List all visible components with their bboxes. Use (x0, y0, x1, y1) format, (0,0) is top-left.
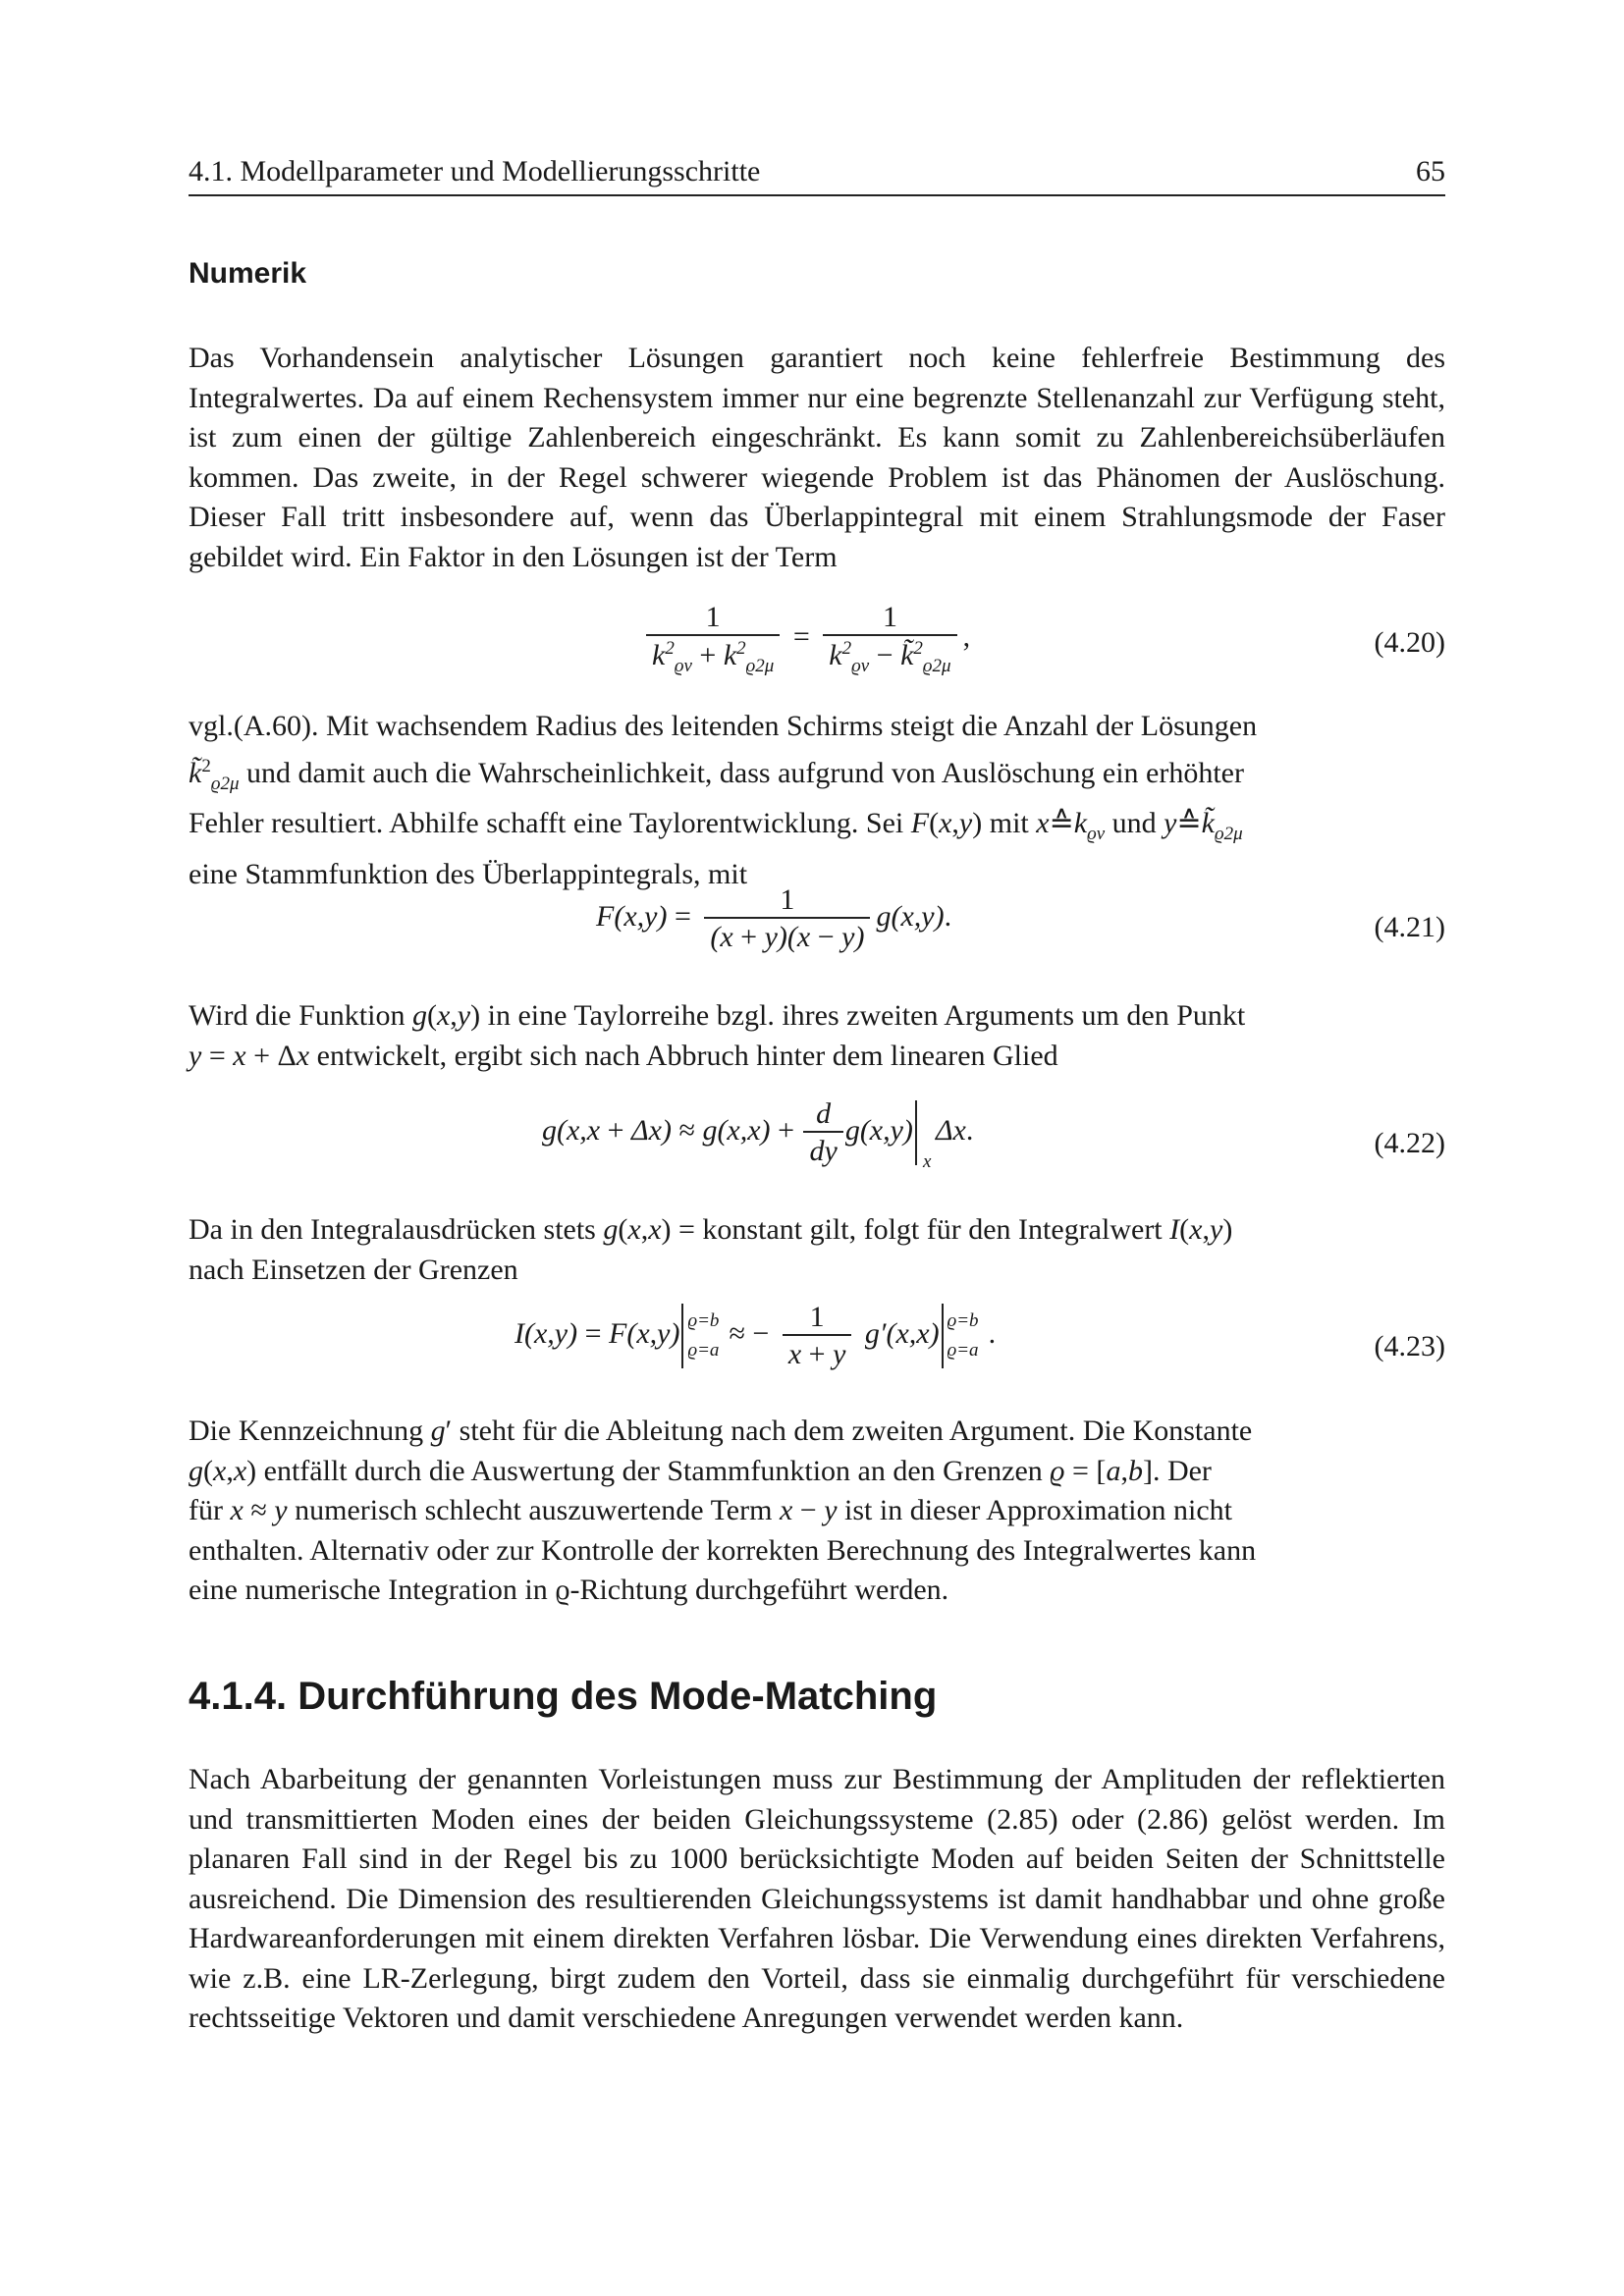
paragraph-2 (189, 707, 1445, 894)
equation-4-22 (189, 1097, 1445, 1196)
equation-4-21-body: F(x,y) = $\frac{1}{(x + y)(x - y)}$ g(x,y). (596, 883, 952, 953)
paragraph-5-line-3: für x ≈ y numerisch schlecht auszuwertende Term x − y ist in dieser Approximation nicht (189, 1494, 1232, 1526)
equation-number: (4.22) (1374, 1127, 1445, 1159)
paragraph-3 (189, 996, 1445, 1076)
paragraph-3-line-2: y = x + Δx entwickelt, ergibt sich nach Abbruch hinter dem linearen Glied (189, 1039, 1058, 1072)
subsection-heading: Numerik (189, 257, 307, 290)
paragraph-5-line-1: Die Kennzeichnung g′ steht für die Ableitung nach dem zweiten Argument. Die Konstante (189, 1415, 1253, 1447)
paragraph-5-line-4: enthalten. Alternativ oder zur Kontrolle der korrekten Berechnung des Integralwertes kann (189, 1533, 1257, 1567)
paragraph-2-line-2: k̃$^2_{ϱ2\mu}$ und damit auch die Wahrscheinlichkeit, dass aufgrund von Auslöschung ein erhöhter (189, 755, 1244, 794)
equation-number: (4.20) (1374, 626, 1445, 659)
paragraph-4 (189, 1210, 1445, 1290)
equation-4-20 (189, 601, 1445, 699)
paragraph-4-line-2: nach Einsetzen der Grenzen (189, 1253, 518, 1286)
paragraph-2-line-3: Fehler resultiert. Abhilfe schafft eine Taylorentwicklung. Sei F(x,y) mit $x≙k_{ϱ\nu}$ und $y≙k̃_{ϱ2\mu}$ (189, 807, 1243, 844)
page-number: 65 (1416, 155, 1445, 187)
running-header (189, 151, 1445, 196)
equation-4-21 (189, 883, 1445, 982)
paragraph-4-line-1: Da in den Integralausdrücken stets g(x,x) = konstant gilt, folgt für den Integralwert I(x,y) (189, 1213, 1233, 1246)
equation-4-23-body: I(x,y) = F(x,y) ϱ=b ϱ=a ≈ − $\frac{1}{x + y}$ g′(x,x) ϱ=b ϱ=a . (514, 1301, 997, 1370)
paragraph-2-line-4: eine Stammfunktion des Überlappintegrals, mit (189, 857, 748, 890)
paragraph-3-line-1: Wird die Funktion g(x,y) in eine Taylorreihe bzgl. ihres zweiten Arguments um den Punkt (189, 999, 1246, 1032)
equation-4-22-body: g(x,x + Δx) ≈ g(x,x) + $\frac{d}{dy}$ g(x,y) x Δx. (542, 1097, 974, 1172)
equation-number: (4.21) (1374, 911, 1445, 943)
equation-number: (4.23) (1374, 1330, 1445, 1362)
paragraph-6: Nach Abarbeitung der genannten Vorleistungen muss zur Bestimmung der Amplituden der reflektierten und transmittierten Moden eines der beiden Gleichungssysteme (2.85) oder (2.86) gelöst werden. Im planaren Fall sind in der Regel bis zu 1000 berücksichtigte Moden auf beiden Seiten der Schnittstelle ausreichend. Die Dimension des resultierenden Gleichungssystems ist damit handhabbar und ohne große Hardwareanforderungen mit einem direkten Verfahren lösbar. Die Verwendung eines direkten Verfahrens, wie z.B. eine LR-Zerlegung, birgt zudem den Vorteil, dass sie einmalig durchgeführt für verschiedene rechtsseitige Vektoren und damit verschiedene Anregungen verwendet werden kann. (189, 1763, 1445, 2034)
header-section-title: 4.1. Modellparameter und Modellierungsschritte (189, 155, 761, 187)
paragraph-5 (189, 1412, 1445, 1611)
section-heading: 4.1.4. Durchführung des Mode-Matching (189, 1675, 938, 1718)
equation-4-23 (189, 1301, 1445, 1399)
paragraph-5-line-5: eine numerische Integration in ϱ-Richtung durchgeführt werden. (189, 1574, 949, 1606)
paragraph-1: Das Vorhandensein analytischer Lösungen garantiert noch keine fehlerfreie Bestimmung des Integralwertes. Da auf einem Rechensystem immer nur eine begrenzte Stellenanzahl zur Verfügung steht, ist zum einen der gültige Zahlenbereich eingeschränkt. Es kann somit zu Zahlenbereichsüberläufen kommen. Das zweite, in der Regel schwerer wiegende Problem ist das Phänomen der Auslöschung. Dieser Fall tritt insbesondere auf, wenn das Überlappintegral mit einem Strahlungsmode der Faser gebildet wird. Ein Faktor in den Lösungen ist der Term (189, 342, 1445, 573)
equation-4-20-body: $\frac{1}{k^2_{ϱ\nu} + k^2_{ϱ2\mu}}$ = $\frac{1}{k^2_{ϱ\nu} - k̃^2_{ϱ2\mu}}$ , (640, 601, 970, 677)
paragraph-2-line-1: vgl.(A.60). Mit wachsendem Radius des leitenden Schirms steigt die Anzahl der Lösungen (189, 710, 1258, 742)
paragraph-5-line-2: g(x,x) entfällt durch die Auswertung der Stammfunktion an den Grenzen ϱ = [a,b]. Der (189, 1454, 1212, 1487)
